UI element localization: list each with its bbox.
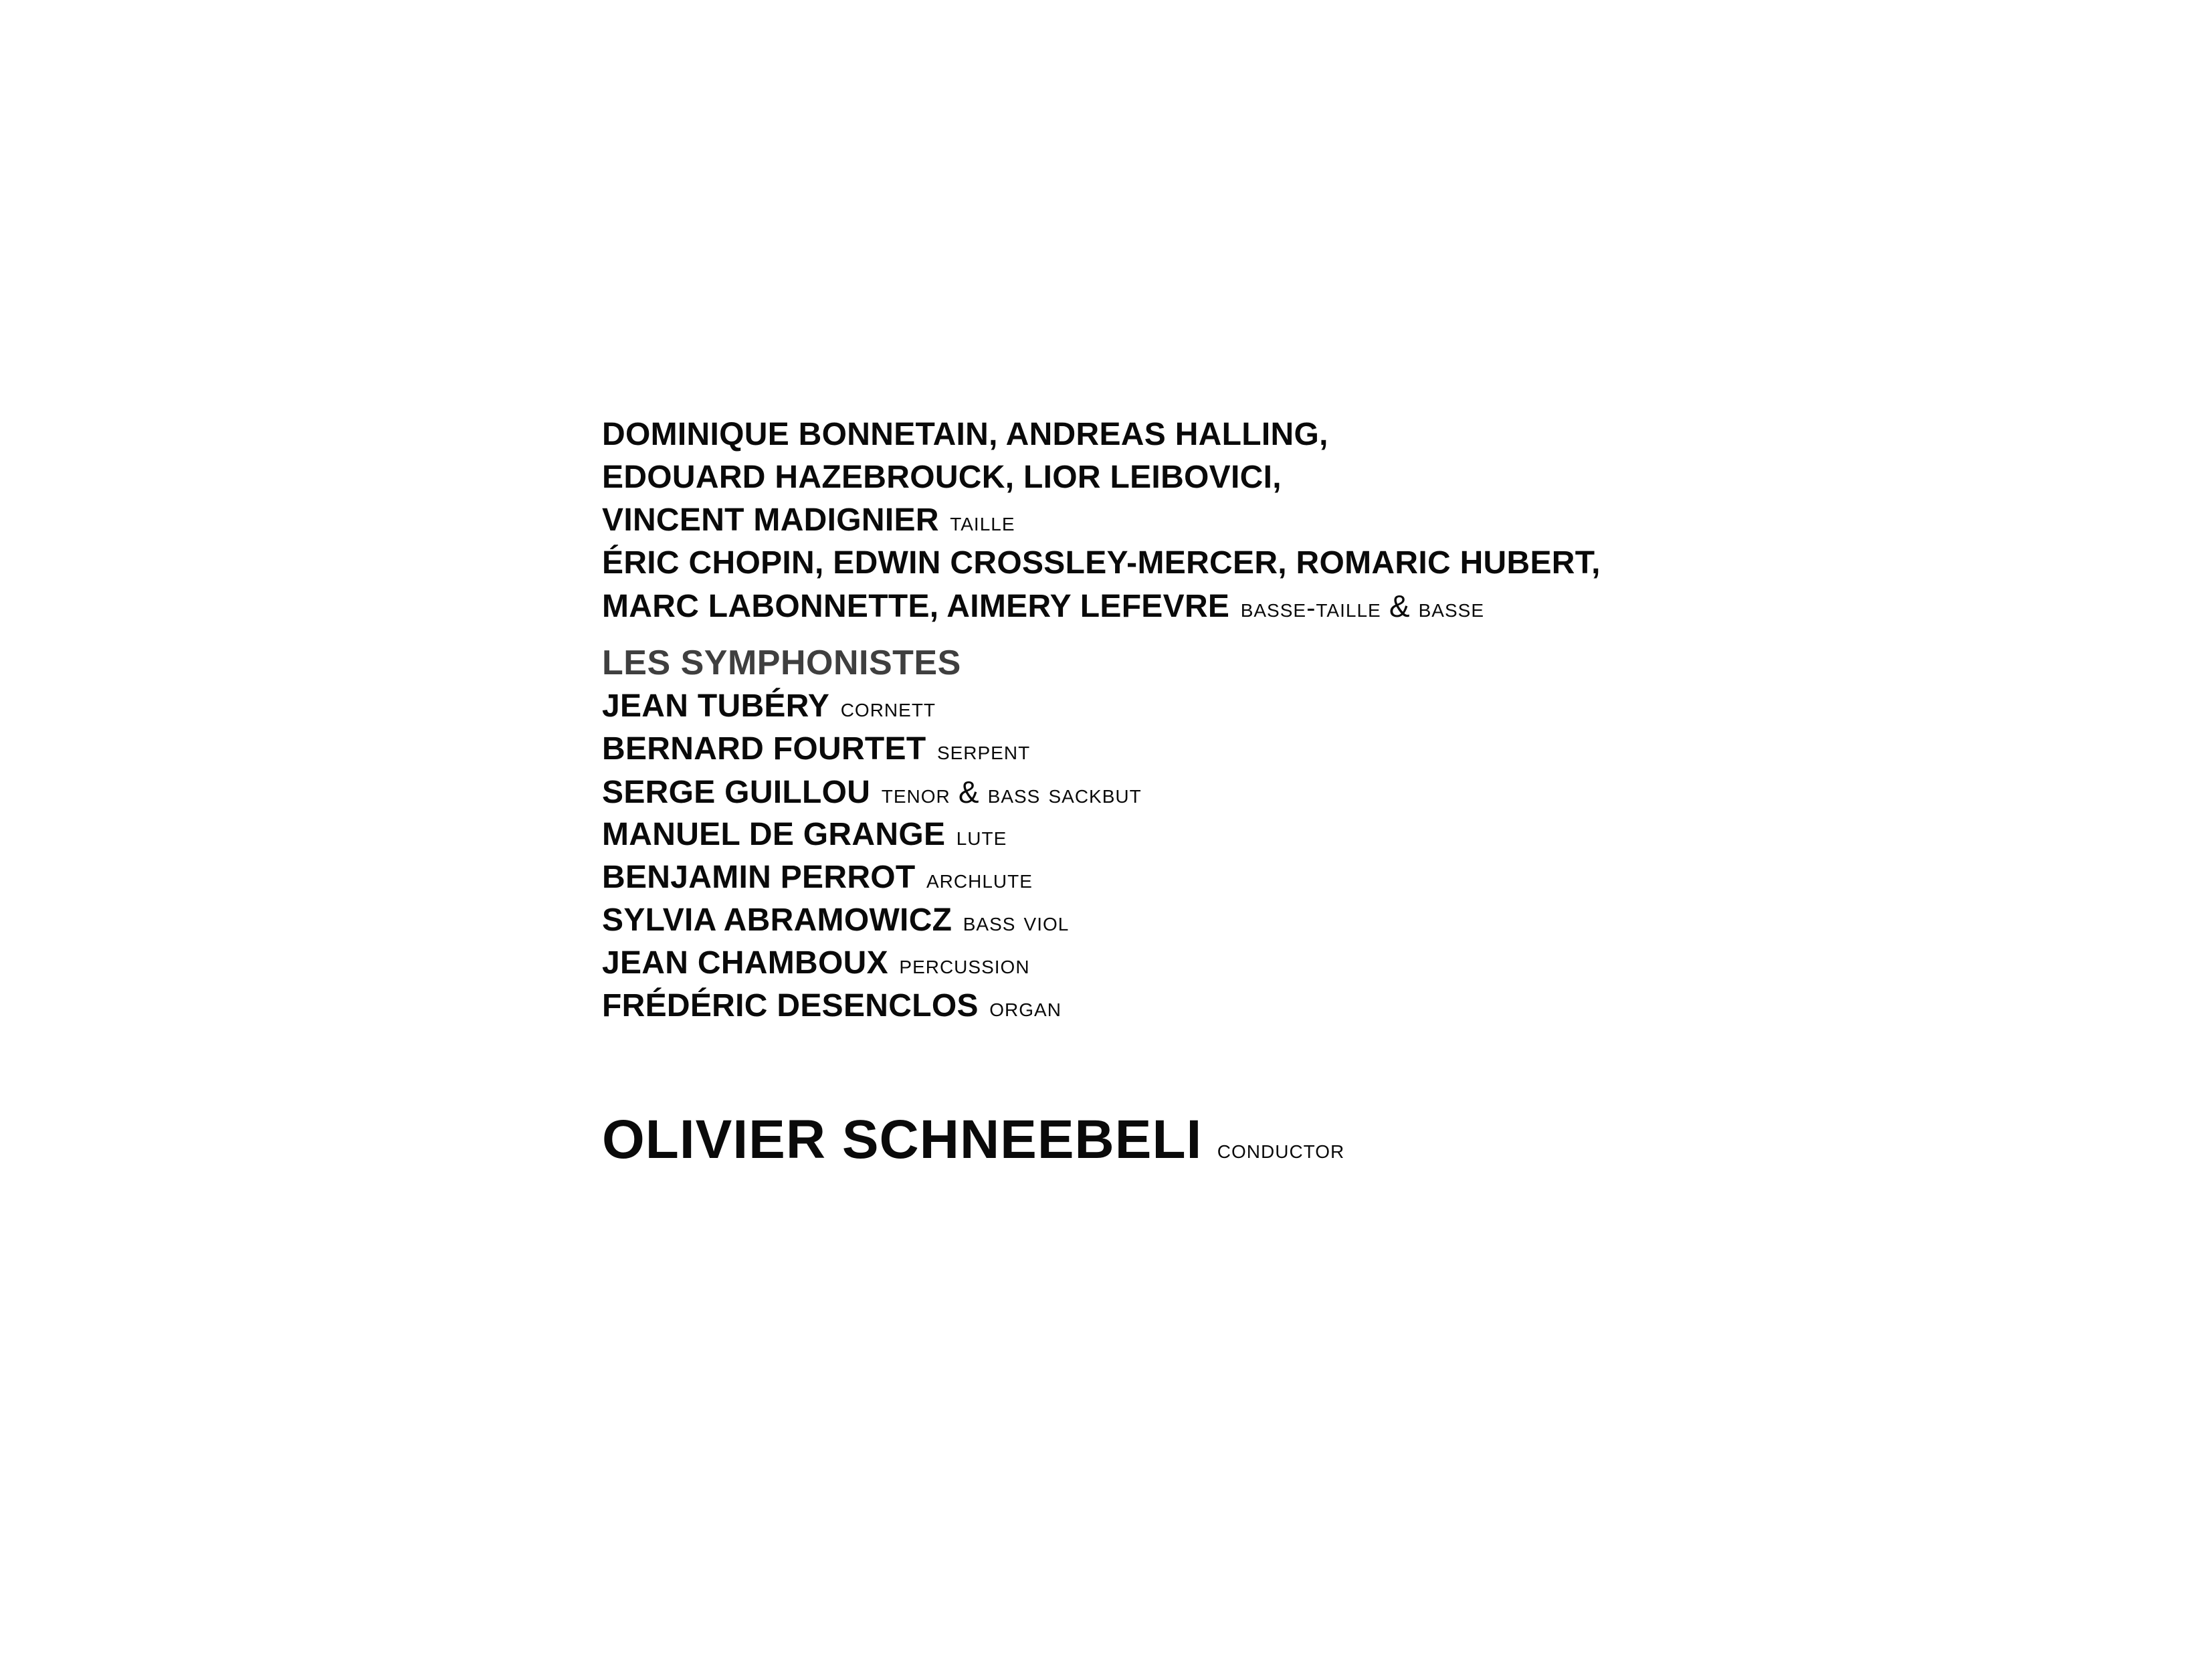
member-name: JEAN TUBÉRY xyxy=(602,688,830,724)
member-role: percussion xyxy=(899,950,1030,979)
singer-role xyxy=(1240,589,1485,623)
singer-line xyxy=(602,585,2140,627)
singer-role: taille xyxy=(950,507,1015,536)
member-name: BERNARD FOURTET xyxy=(602,731,926,767)
singer-line xyxy=(602,542,2140,585)
member-role: bass viol xyxy=(963,907,1070,937)
singer-names: DOMINIQUE BONNETAIN, ANDREAS HALLING, xyxy=(602,417,1328,452)
singer-line xyxy=(602,499,2140,542)
role-part: basse xyxy=(1418,593,1485,623)
ampersand: & xyxy=(958,775,980,809)
ampersand: & xyxy=(1389,589,1411,623)
member-role: organ xyxy=(989,993,1062,1022)
member-role: cornett xyxy=(840,693,936,722)
member-line xyxy=(602,899,2140,942)
ensemble-title: LES SYMPHONISTES xyxy=(602,644,961,682)
member-name: BENJAMIN PERROT xyxy=(602,860,916,895)
singer-names: EDOUARD HAZEBROUCK, LIOR LEIBOVICI, xyxy=(602,460,1282,495)
singer-line xyxy=(602,456,2140,499)
member-line xyxy=(602,685,2140,728)
singer-line xyxy=(602,413,2140,456)
member-role: archlute xyxy=(926,864,1033,894)
singer-names: VINCENT MADIGNIER xyxy=(602,502,939,538)
member-role: serpent xyxy=(936,736,1031,765)
role-part: bass sackbut xyxy=(987,779,1142,809)
member-role xyxy=(881,775,1142,809)
member-line xyxy=(602,813,2140,856)
member-line xyxy=(602,771,2140,813)
conductor-line xyxy=(602,1106,2140,1173)
role-part: tenor xyxy=(881,779,950,809)
member-line xyxy=(602,856,2140,899)
conductor-name: OLIVIER SCHNEEBELI xyxy=(602,1109,1203,1170)
conductor-role: conductor xyxy=(1217,1135,1345,1164)
member-name: JEAN CHAMBOUX xyxy=(602,945,888,981)
member-line xyxy=(602,942,2140,985)
member-name: SYLVIA ABRAMOWICZ xyxy=(602,902,952,938)
singer-names: MARC LABONNETTE, AIMERY LEFEVRE xyxy=(602,589,1230,624)
member-role: lute xyxy=(956,821,1007,851)
member-line xyxy=(602,985,2140,1028)
member-line xyxy=(602,728,2140,771)
role-part: basse-taille xyxy=(1240,593,1381,623)
singer-names: ÉRIC CHOPIN, EDWIN CROSSLEY-MERCER, ROMARIC HUBERT, xyxy=(602,545,1601,581)
member-name: SERGE GUILLOU xyxy=(602,775,871,810)
member-name: MANUEL DE GRANGE xyxy=(602,817,946,852)
credits-block xyxy=(602,413,2140,1173)
member-name: FRÉDÉRIC DESENCLOS xyxy=(602,988,979,1023)
